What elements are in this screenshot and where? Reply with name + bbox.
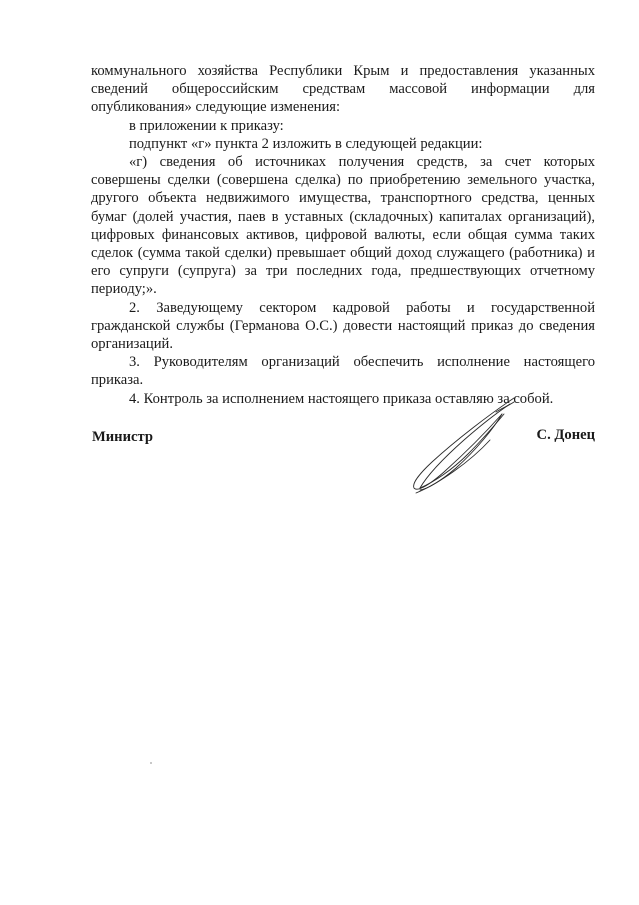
order-text — [91, 62, 595, 408]
paragraph-item-3: 3. Руководителям организаций обеспечить исполнение настоящего приказа. — [91, 354, 595, 389]
handwritten-signature — [398, 392, 528, 494]
paragraph-subpoint-g: «г) сведения об источниках получения средств, за счет которых совершены сделки (совершена сделка) по приобретению земельного участка, другого объекта недвижимого имущества, транспортного средства, ценных бумаг (долей участия, паев в уставных (складочных) капиталах организаций), цифровых финансовых активов, цифровой валюты, если общая сумма таких сделок (сумма такой сделки) превышает общий доход служащего (работника) и его супруги (супруга) за три последних года, предшествующих отчетному периоду;». — [91, 154, 595, 298]
signer-name: С. Донец — [536, 427, 595, 443]
paragraph-item-2: 2. Заведующему сектором кадровой работы и государственной гражданской службы (Германова О.С.) довести настоящий приказ до сведения организаций. — [91, 299, 595, 353]
paragraph-subpoint-intro: подпункт «г» пункта 2 изложить в следующей редакции: — [129, 135, 483, 152]
paragraph-item-4: 4. Контроль за исполнением настоящего приказа оставляю за собой. — [129, 390, 554, 407]
paragraph-appendix-intro: в приложении к приказу: — [129, 117, 284, 134]
scan-speck — [150, 762, 152, 764]
signer-title: Министр — [92, 429, 153, 445]
paragraph-continuation: коммунального хозяйства Республики Крым и предоставления указанных сведений общероссийским средствам массовой информации для опубликования» следующие изменения: — [91, 63, 595, 116]
